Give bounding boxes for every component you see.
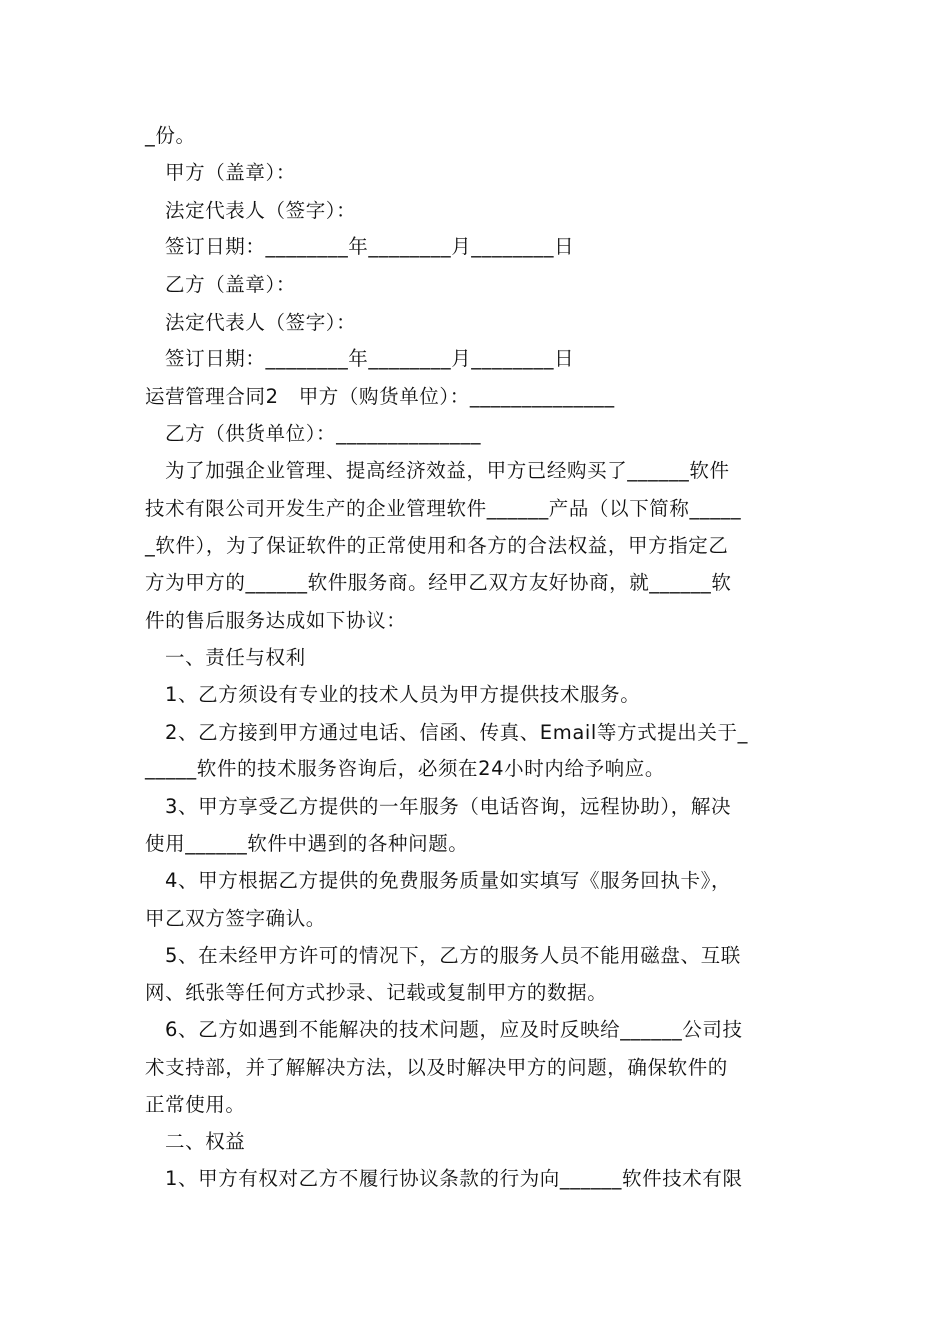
supplier-line: 乙方（供货单位）：______________ (165, 422, 482, 445)
text-line: 件的售后服务达成如下协议： (145, 609, 407, 632)
clause-line: 甲乙双方签字确认。 (145, 907, 326, 930)
signing-date-line: 签订日期：________年________月________日 (165, 347, 575, 370)
text-line: 方为甲方的______软件服务商。经甲乙双方友好协商，就______软 (145, 571, 732, 594)
text-line: _份。 (145, 124, 196, 147)
clause-line: 2、乙方接到甲方通过电话、信函、传真、Email等方式提出关于_ (165, 721, 748, 744)
section-heading: 二、权益 (165, 1130, 246, 1153)
clause-line: 使用______软件中遇到的各种问题。 (145, 832, 469, 855)
contract-title-line: 运营管理合同2 甲方（购货单位）：______________ (145, 385, 615, 408)
clause-line: 正常使用。 (145, 1093, 246, 1116)
clause-line: 1、乙方须设有专业的技术人员为甲方提供技术服务。 (165, 683, 641, 706)
clause-line: 5、在未经甲方许可的情况下，乙方的服务人员不能用磁盘、互联 (165, 944, 741, 967)
text-line: _软件），为了保证软件的正常使用和各方的合法权益，甲方指定乙 (145, 534, 729, 557)
text-line: 为了加强企业管理、提高经济效益，甲方已经购买了______软件 (165, 459, 730, 482)
legal-rep-signature-label: 法定代表人（签字）： (165, 199, 357, 222)
clause-line: 网、纸张等任何方式抄录、记载或复制甲方的数据。 (145, 981, 608, 1004)
text-line: 技术有限公司开发生产的企业管理软件______产品（以下简称_____ (145, 497, 742, 520)
legal-rep-signature-label: 法定代表人（签字）： (165, 311, 357, 334)
clause-line: 4、甲方根据乙方提供的免费服务质量如实填写《服务回执卡》， (165, 869, 732, 892)
clause-line: 1、甲方有权对乙方不履行协议条款的行为向______软件技术有限 (165, 1167, 743, 1190)
clause-line: 3、甲方享受乙方提供的一年服务（电话咨询，远程协助），解决 (165, 795, 732, 818)
clause-line: 术支持部，并了解解决方法，以及时解决甲方的问题，确保软件的 (145, 1056, 728, 1079)
party-b-seal-label: 乙方（盖章）： (165, 273, 296, 296)
section-heading: 一、责任与权利 (165, 646, 306, 669)
clause-line: 6、乙方如遇到不能解决的技术问题，应及时反映给______公司技 (165, 1018, 743, 1041)
party-a-seal-label: 甲方（盖章）： (165, 161, 296, 184)
clause-line: _____软件的技术服务咨询后，必须在24小时内给予响应。 (145, 757, 665, 780)
signing-date-line: 签订日期：________年________月________日 (165, 235, 575, 258)
